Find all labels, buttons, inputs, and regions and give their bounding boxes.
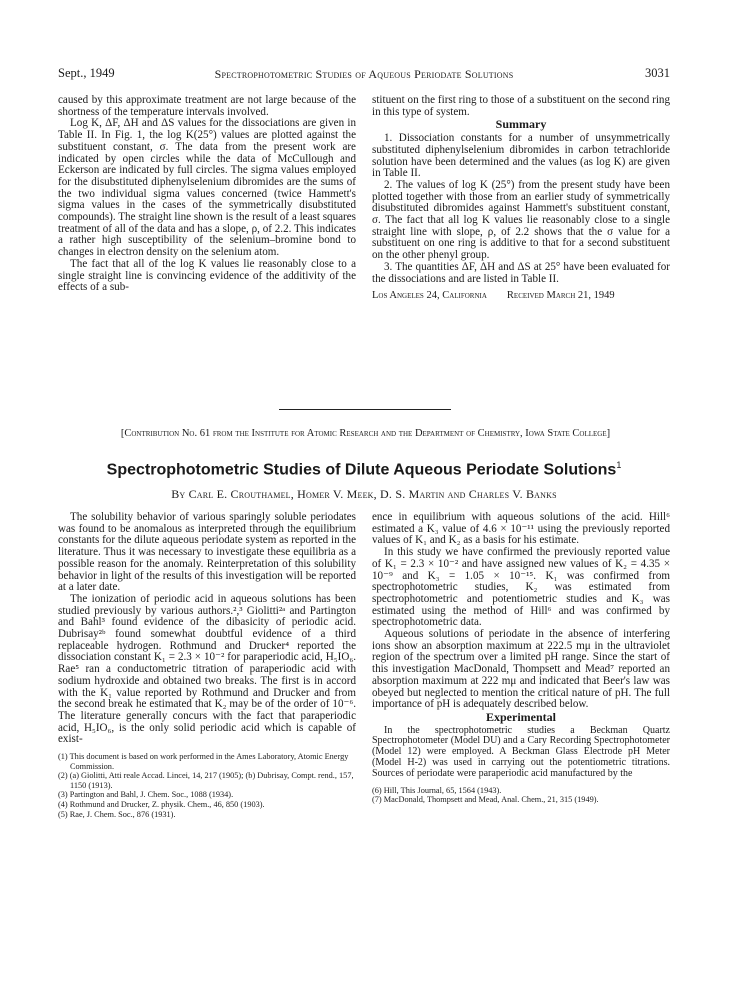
author-line: By Carl E. Crouthamel, Homer V. Meek, D. S. Martin and Charles V. Banks — [171, 487, 557, 501]
footnote: (7) MacDonald, Thompsett and Mead, Anal. Chem., 21, 315 (1949). — [372, 795, 599, 805]
paragraph: In this study we have confirmed the previously reported value of K₁ = 2.3 × 10⁻² and have assigned new values of K₂ = 4.35 × 10⁻⁹ and K₃ = 1.05 × 10⁻¹⁵. K₁ was confirmed from spectrophotometric studies, K₂ was estimated from spectrophotometric and potentiometric studies and K₃ was estimated using the method of Hill⁶ and was confirmed by spectrophotometric data. — [372, 546, 670, 629]
summary-item: 3. The quantities ΔF, ΔH and ΔS at 25° have been evaluated for the dissociations and are listed in Table II. — [372, 260, 670, 285]
article-column-right — [372, 512, 670, 805]
title-footnote-mark: 1 — [616, 460, 622, 470]
page-number: 3031 — [645, 66, 670, 80]
article-divider — [279, 409, 451, 410]
footnote: (3) Partington and Bahl, J. Chem. Soc., 1088 (1934). — [58, 790, 234, 800]
paragraph: The solubility behavior of various sparingly soluble periodates was found to be anomalous as interpreted through the equilibrium constants for the dilute aqueous periodate system as reported in the literature. Thus it was necessary to investigate these equilibria as a possible reason for the anomaly. Reinterpretation of this solubility behavior in light of the results of this investigation will be reported at a later date. — [58, 511, 356, 594]
received-line — [372, 290, 670, 302]
affiliation-location: Los Angeles 24, California — [372, 290, 487, 302]
footnotes — [372, 786, 670, 805]
footnote: (5) Rae, J. Chem. Soc., 876 (1931). — [58, 809, 176, 819]
summary-item: 1. Dissociation constants for a number of unsymmetrically substituted diphenylselenium dibromides in carbon tetrachloride solution have been determined and the values (as log K) are given in Table II. — [372, 132, 670, 180]
issue-date: Sept., 1949 — [58, 66, 115, 80]
footnote: (4) Rothmund and Drucker, Z. physik. Chem., 46, 850 (1903). — [58, 800, 265, 810]
footnote: (1) This document is based on work performed in the Ames Laboratory, Atomic Energy Commission. — [58, 752, 349, 771]
paragraph: Aqueous solutions of periodate in the absence of interfering ions show an absorption maximum at 222.5 mμ in the ultraviolet region of the spectrum over a limited pH range. Since the start of this investigation MacDonald, Thompsett and Mead⁷ reported an absorption maximum at 222 mμ and indicated that Beer's law was obeyed but neglected to mention the critical nature of pH. The full importance of pH is adequately described below. — [372, 628, 670, 711]
paragraph: caused by this approximate treatment are not large because of the shortness of the temperature intervals involved. — [58, 94, 356, 118]
paragraph: The ionization of periodic acid in aqueous solutions has been studied previously by various authors.²,³ Giolitti²ᵃ and Partington and Bahl³ found evidence of the dibasicity of periodic acid. Dubrisay²ᵇ found somewhat doubtful evidence of a third replaceable hydrogen. Rothmund and Drucker⁴ reported the dissociation constant K₁ = 2.3 × 10⁻² for paraperiodic acid, H₅IO₆. Rae⁵ ran a conductometric titration of paraperiodic acid with sodium hydroxide and obtained two breaks. The first is in accord with the K₁ value reported by Rothmund and Drucker and from the second break he estimated that K₂ may be of the order of 10⁻⁶. The literature generally concurs with the fact that paraperiodic acid, H₅IO₆, is the only solid periodic acid which is capable of exist- — [58, 592, 356, 746]
article-title — [58, 460, 670, 479]
previous-article-column-left — [58, 95, 356, 294]
article-title-text: Spectrophotometric Studies of Dilute Aqueous Periodate Solutions — [106, 461, 617, 479]
footnote: (2) (a) Giolitti, Atti reale Accad. Lincei, 14, 217 (1905); (b) Dubrisay, Compt. rend., 157, 1150 (1913). — [58, 771, 354, 790]
paragraph: The fact that all of the log K values lie reasonably close to a single straight line is convincing evidence of the additivity of the effects of a sub- — [58, 257, 356, 294]
footnotes — [58, 752, 356, 819]
summary-item: 2. The values of log K (25°) from the present study have been plotted together with those from an earlier study of symmetrically disubstituted dibromides against Hammett's substituent constant, σ. The fact that all log K values lie reasonably close to a single straight line with slope, ρ, of 2.2 shows that the σ value for a substituent on one ring is additive to that for a second substituent on the other phenyl group. — [372, 178, 670, 262]
running-title: Spectrophotometric Studies of Aqueous Periodate Solutions — [214, 67, 514, 81]
paragraph: stituent on the first ring to those of a substituent on the second ring in this type of system. — [372, 94, 670, 118]
running-header — [58, 66, 670, 82]
footnote: (6) Hill, This Journal, 65, 1564 (1943). — [372, 785, 502, 795]
previous-article-column-right — [372, 95, 670, 302]
summary-heading: Summary — [495, 117, 547, 132]
experimental-heading: Experimental — [486, 709, 556, 724]
article-column-left — [58, 512, 356, 819]
received-date: Received March 21, 1949 — [506, 290, 615, 302]
paragraph: ence in equilibrium with aqueous solutions of the acid. Hill⁶ estimated a K₃ value of 4.6 × 10⁻¹¹ using the previously reported values of K₁ and K₂ as a basis for his estimate. — [372, 511, 670, 547]
paragraph: Log K, ΔF, ΔH and ΔS values for the dissociations are given in Table II. In Fig. 1, the log K(25°) values are plotted against the substituent constant, σ. The data from the present work are indicated by open circles while the data of McCullough and Eckerson are indicated by full circles. The sigma values employed for the disubstituted diphenylselenium dibromides are the sums of the two individual sigma values concerned (twice Hammett's sigma values in the cases of the symmetrically disubstituted compounds). The straight line shown is the result of a least squares treatment of all of the data and has a slope, ρ, of 2.2. This indicates a rather high susceptibility of the selenium–bromine bond to changes in electron density on the selenium atom. — [58, 117, 356, 259]
paragraph: In the spectrophotometric studies a Beckman Quartz Spectrophotometer (Model DU) and a Cary Recording Spectrophotometer (Model 12) were employed. A Beckman Glass Electrode pH Meter (Model H-2) was used in carrying out the potentiometric titrations. Sources of periodate were paraperiodic acid manufactured by the — [372, 724, 670, 779]
contribution-note: [Contribution No. 61 from the Institute for Atomic Research and the Department of Chemistry, Iowa State College] — [120, 428, 611, 439]
